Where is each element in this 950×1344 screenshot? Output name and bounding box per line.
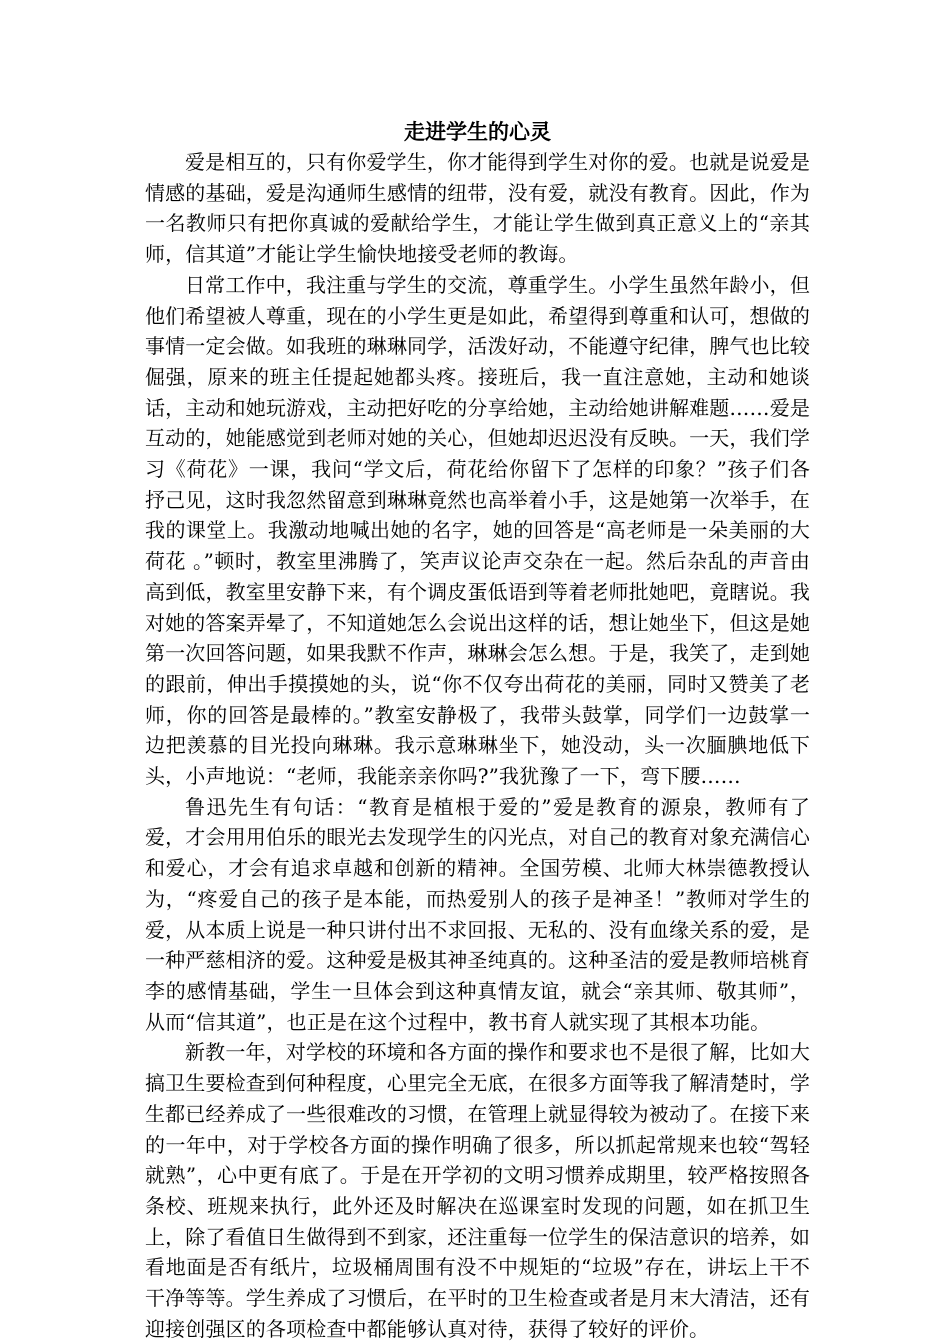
paragraph-love-is-mutual: 爱是相互的，只有你爱学生，你才能得到学生对你的爱。也就是说爱是情感的基础，爱是沟通师生感情的纽带，没有爱，就没有教育。因此，作为一名教师只有把你真诚的爱献给学生，才能让学生做到真正意义上的“亲其师，信其道”才能让学生愉快地接受老师的教诲。 — [145, 150, 810, 267]
paragraph-luxun-quote: 鲁迅先生有句话：“教育是植根于爱的”爱是教育的源泉，教师有了爱，才会用用伯乐的眼光去发现学生的闪光点，对自己的教育对象充满信心和爱心，才会有追求卓越和创新的精神。全国劳模、北师大林崇德教授认为，“疼爱自己的孩子是本能，而热爱别人的孩子是神圣！”教师对学生的爱，从本质上说是一种只讲付出不求回报、无私的、没有血缘关系的爱，是一种严慈相济的爱。这种爱是极其神圣纯真的。这种圣洁的爱是教师培桃育李的感情基础，学生一旦体会到这种真情友谊，就会“亲其师、敬其师”，从而“信其道”，也正是在这个过程中，教书育人就实现了其根本功能。 — [145, 794, 810, 1034]
document-body — [145, 116, 810, 1344]
paragraph-linlin-story: 日常工作中，我注重与学生的交流，尊重学生。小学生虽然年龄小，但他们希望被人尊重，现在的小学生更是如此，希望得到尊重和认可，想做的事情一定会做。如我班的琳琳同学，活泼好动，不能遵守纪律，脾气也比较倔强，原来的班主任提起她都头疼。接班后，我一直注意她，主动和她谈话，主动和她玩游戏，主动把好吃的分享给她，主动给她讲解难题……爱是互动的，她能感觉到老师对她的关心，但她却迟迟没有反映。一天，我们学习《荷花》一课，我问“学文后，荷花给你留下了怎样的印象？”孩子们各抒己见，这时我忽然留意到琳琳竟然也高举着小手，这是她第一次举手，在我的课堂上。我激动地喊出她的名字，她的回答是“高老师是一朵美丽的大荷花 。”顿时，教室里沸腾了，笑声议论声交杂在一起。然后杂乱的声音由高到低，教室里安静下来，有个调皮蛋低语到等着老师批她吧，竟瞎说。我对她的答案弄晕了，不知道她怎么会说出这样的话，想让她坐下，但这是她第一次回答问题，如果我默不作声，琳琳会怎么想。于是，我笑了，走到她的跟前，伸出手摸摸她的头，说“你不仅夸出荷花的美丽，同时又赞美了老师，你的回答是最棒的。”教室安静极了，我带头鼓掌，同学们一边鼓掌一边把羡慕的目光投向琳琳。我示意琳琳坐下，她没动，头一次腼腆地低下头，小声地说：“老师，我能亲亲你吗?”我犹豫了一下，弯下腰…… — [145, 272, 810, 789]
paragraph-first-year: 新教一年，对学校的环境和各方面的操作和要求也不是很了解，比如大搞卫生要检查到何种程度，心里完全无底，在很多方面等我了解清楚时，学生都已经养成了一些很难改的习惯，在管理上就显得较为被动了。在接下来的一年中，对于学校各方面的操作明确了很多，所以抓起常规来也较“驾轻就熟”，心中更有底了。于是在开学初的文明习惯养成期里，较严格按照各条校、班规来执行，此外还及时解决在巡课室时发现的问题，如在抓卫生上，除了看值日生做得到不到家，还注重每一位学生的保洁意识的培养，如看地面是否有纸片，垃圾桶周围有没不中规矩的“垃圾”存在，讲坛上干不干净等等。学生养成了习惯后，在平时的卫生检查或者是月末大清洁，还有迎接创强区的各项检查中都能够认真对待，获得了较好的评价。 — [145, 1040, 810, 1341]
document-title: 走进学生的心灵 — [404, 119, 551, 144]
